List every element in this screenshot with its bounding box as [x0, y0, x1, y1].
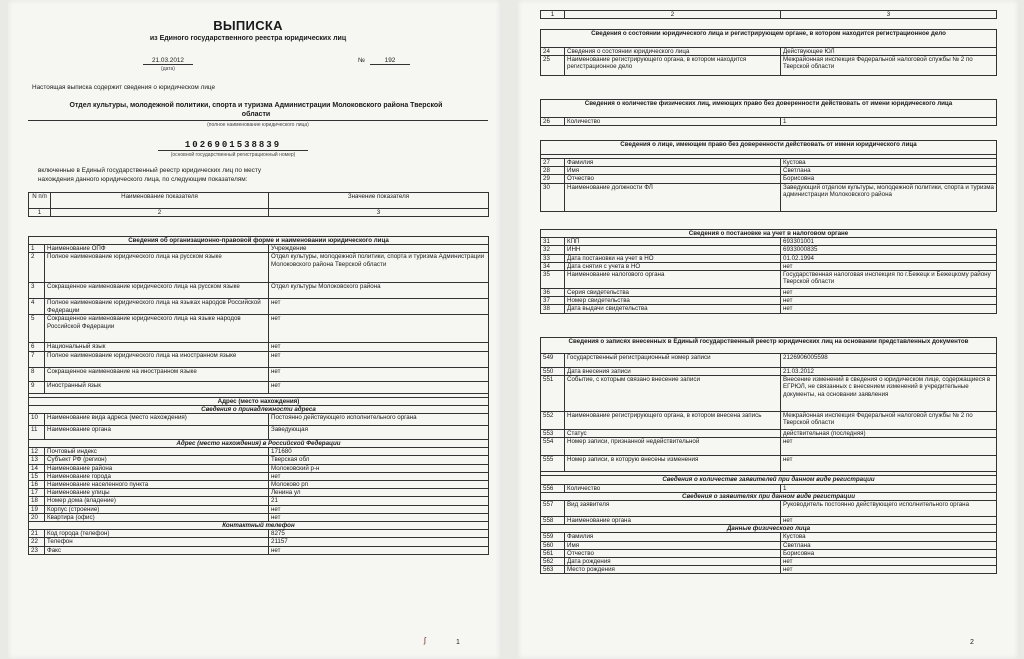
- row-num: 14: [29, 464, 45, 472]
- row-value: 8275: [269, 530, 489, 538]
- row-num: 554: [541, 438, 565, 456]
- table-row: [29, 299, 489, 315]
- row-num: 559: [541, 533, 565, 541]
- row-label: Номер свидетельства: [565, 297, 781, 305]
- table-row: [541, 175, 997, 183]
- table-row: [29, 283, 489, 299]
- row-num: 8: [29, 367, 45, 381]
- row-num: 557: [541, 501, 565, 517]
- extract-number: 192: [370, 57, 410, 65]
- row-value: нет: [781, 566, 997, 574]
- row-label: Дата выдачи свидетельства: [565, 305, 781, 313]
- row-label: Отчество: [565, 549, 781, 557]
- row-label: Код города (телефон): [45, 530, 269, 538]
- table-row: [29, 245, 489, 253]
- row-label: Наименование регистрирующего органа, в котором находится регистрационное дело: [565, 56, 781, 76]
- table-row: [541, 159, 997, 167]
- table-row: [541, 238, 997, 246]
- table-row: [29, 538, 489, 546]
- row-label: Наименование ОПФ: [45, 245, 269, 253]
- row-value: Отдел культуры Молоковского района: [269, 283, 489, 299]
- row-label: Наименование населенного пункта: [45, 481, 269, 489]
- row-value: 01.02.1994: [781, 254, 997, 262]
- row-label: Наименование должности ФЛ: [565, 183, 781, 211]
- pen-mark: ʃ: [424, 636, 426, 645]
- page-right: [518, 0, 1018, 659]
- row-label: Национальный язык: [45, 343, 269, 351]
- table-row: [541, 354, 997, 368]
- table-row: [29, 546, 489, 554]
- table-row: [541, 541, 997, 549]
- row-num: 563: [541, 566, 565, 574]
- table-row: [541, 56, 997, 76]
- row-value: Кустова: [781, 533, 997, 541]
- row-num: 32: [541, 246, 565, 254]
- row-num: 562: [541, 558, 565, 566]
- row-value: Отдел культуры, молодежной политики, спорта и туризма Администрации Молоковского района Тверской области: [269, 253, 489, 283]
- row-label: Дата постановки на учет в НО: [565, 254, 781, 262]
- table-row: [541, 183, 997, 211]
- row-value: нет: [269, 472, 489, 480]
- count-table: [540, 99, 997, 126]
- row-value: Заведующий отделом культуры, молодежной политики, спорта и туризма администрации Молоковского района: [781, 183, 997, 211]
- row-label: Наименование вида адреса (место нахождения): [45, 414, 269, 426]
- row-num: 5: [29, 315, 45, 343]
- row-num: 11: [29, 426, 45, 440]
- included-line2: нахождения данного юридического лица, по следующим показателям:: [38, 176, 248, 183]
- section-org-form: Сведения об организационно-правовой форме и наименовании юридического лица: [29, 237, 489, 245]
- section-count: Сведения о количестве физических лиц, имеющих право без доверенности действовать от имени юридического лица: [541, 100, 997, 118]
- section-records: Сведения о записях внесенных в Единый государственный реестр юридических лиц на основании представленных документов: [541, 338, 997, 354]
- row-value: нет: [269, 546, 489, 554]
- row-value: нет: [269, 505, 489, 513]
- row-num: 553: [541, 430, 565, 438]
- row-label: Место рождения: [565, 566, 781, 574]
- table-row: [29, 513, 489, 521]
- row-label: Серия свидетельства: [565, 289, 781, 297]
- row-label: Наименование налогового органа: [565, 271, 781, 289]
- row-value: 2126906005598: [781, 354, 997, 368]
- table-row: [29, 481, 489, 489]
- row-label: Телефон: [45, 538, 269, 546]
- table-row: [541, 430, 997, 438]
- row-value: нет: [781, 289, 997, 297]
- table-row: [29, 367, 489, 381]
- row-label: Событие, с которым связано внесение записи: [565, 376, 781, 412]
- section-person: Сведения о лице, имеющем право без доверенности действовать от имени юридического лица: [541, 141, 997, 155]
- row-label: Иностранный язык: [45, 381, 269, 393]
- row-value: 1: [781, 118, 997, 126]
- row-value: нет: [781, 558, 997, 566]
- row-value: нет: [269, 315, 489, 343]
- row-value: 21.03.2012: [781, 368, 997, 376]
- table-row: [29, 530, 489, 538]
- row-num: 549: [541, 354, 565, 368]
- right-index-row: [540, 10, 997, 19]
- row-num: 2: [29, 253, 45, 283]
- state-table: [540, 29, 997, 76]
- row-num: 31: [541, 238, 565, 246]
- row-label: Сокращенное наименование на иностранном языке: [45, 367, 269, 381]
- table-row: [541, 305, 997, 313]
- row-label: Наименование регистрирующего органа, в котором внесена запись: [565, 412, 781, 430]
- row-value: Заведующая: [269, 426, 489, 440]
- table-row: [29, 414, 489, 426]
- table-row: [541, 289, 997, 297]
- org-name-line2: области: [241, 111, 271, 118]
- table-row: [541, 271, 997, 289]
- row-num: 18: [29, 497, 45, 505]
- row-num: 6: [29, 343, 45, 351]
- person-table: [540, 140, 997, 212]
- row-label: Имя: [565, 541, 781, 549]
- row-value: Молоковский р-н: [269, 464, 489, 472]
- table-row: [541, 254, 997, 262]
- table-row: [29, 351, 489, 367]
- row-num: 23: [29, 546, 45, 554]
- section-address: Адрес (место нахождения): [29, 397, 489, 405]
- row-num: 561: [541, 549, 565, 557]
- row-value: Учреждение: [269, 245, 489, 253]
- row-num: 37: [541, 297, 565, 305]
- subsection-affiliation: Сведения о принадлежности адреса: [29, 405, 489, 413]
- row-num: 35: [541, 271, 565, 289]
- row-value: Борисовна: [781, 549, 997, 557]
- col-name-label: Наименование показателя: [51, 193, 269, 209]
- row-label: Сокращенное наименование юридического лица на языке народов Российской Федерации: [45, 315, 269, 343]
- col-index: 3: [781, 11, 997, 19]
- row-num: 558: [541, 517, 565, 525]
- row-num: 555: [541, 456, 565, 472]
- row-label: Полное наименование юридического лица на иностранном языке: [45, 351, 269, 367]
- page-number: 2: [970, 639, 974, 646]
- row-label: Вид заявителя: [565, 501, 781, 517]
- col-index: 1: [29, 209, 51, 217]
- org-name-line1: Отдел культуры, молодежной политики, спорта и туризма Администрации Молоковского района Тверской: [69, 102, 443, 109]
- table-row: [29, 489, 489, 497]
- col-index: 2: [565, 11, 781, 19]
- table-row: [29, 343, 489, 351]
- doc-title: ВЫПИСКА: [213, 18, 283, 33]
- subsection-contact: Контактный телефон: [29, 522, 489, 530]
- number-label: №: [358, 57, 365, 64]
- divider: [158, 150, 308, 151]
- header-table: [28, 192, 489, 217]
- table-row: [29, 381, 489, 393]
- row-label: Фамилия: [565, 159, 781, 167]
- table-row: [29, 253, 489, 283]
- row-value: Кустова: [781, 159, 997, 167]
- row-label: Дата рождения: [565, 558, 781, 566]
- row-num: 25: [541, 56, 565, 76]
- intro-text: Настоящая выписка содержит сведения о юридическом лице: [32, 84, 216, 91]
- row-value: нет: [781, 305, 997, 313]
- row-label: Субъект РФ (регион): [45, 456, 269, 464]
- row-value: нет: [269, 381, 489, 393]
- table-row: [29, 456, 489, 464]
- subsection-person-data: Данные физического лица: [541, 525, 997, 533]
- row-value: 21157: [269, 538, 489, 546]
- row-value: нет: [269, 367, 489, 381]
- table-row: [29, 472, 489, 480]
- row-label: ИНН: [565, 246, 781, 254]
- divider: [28, 120, 488, 121]
- table-row: [29, 426, 489, 440]
- row-label: Количество: [565, 484, 781, 492]
- row-num: 12: [29, 448, 45, 456]
- row-value: Тверская обл: [269, 456, 489, 464]
- row-value: нет: [781, 262, 997, 270]
- row-value: Межрайонная инспекция Федеральной налоговой службы № 2 по Тверской области: [781, 56, 997, 76]
- table-row: [29, 505, 489, 513]
- row-num: 22: [29, 538, 45, 546]
- row-num: 16: [29, 481, 45, 489]
- subsection-address-rf: Адрес (место нахождения) в Российской Федерации: [29, 440, 489, 448]
- row-label: Наименование города: [45, 472, 269, 480]
- row-num: 552: [541, 412, 565, 430]
- row-value: Светлана: [781, 167, 997, 175]
- row-value: 1: [781, 484, 997, 492]
- row-value: Государственная налоговая инспекция по г.Бежецк и Бежецкому району Тверской области: [781, 271, 997, 289]
- row-value: Внесение изменений в сведения о юридическом лице, содержащиеся в ЕГРЮЛ, не связанных с внесением изменений в учредительные документы, на основании заявления: [781, 376, 997, 412]
- row-value: нет: [781, 456, 997, 472]
- row-label: Дата снятия с учета в НО: [565, 262, 781, 270]
- row-label: Статус: [565, 430, 781, 438]
- row-num: 20: [29, 513, 45, 521]
- row-label: Квартира (офис): [45, 513, 269, 521]
- row-num: 29: [541, 175, 565, 183]
- row-label: Сведения о состоянии юридического лица: [565, 48, 781, 56]
- table-row: [541, 118, 997, 126]
- row-num: 10: [29, 414, 45, 426]
- row-value: нет: [269, 351, 489, 367]
- row-num: 19: [29, 505, 45, 513]
- row-value: Ленина ул: [269, 489, 489, 497]
- row-value: 693301001: [781, 238, 997, 246]
- row-value: Борисовна: [781, 175, 997, 183]
- table-row: [541, 368, 997, 376]
- section-tax: Сведения о постановке на учет в налоговом органе: [541, 230, 997, 238]
- subsection-applicants: Сведения о заявителях при данном виде регистрации: [541, 492, 997, 500]
- row-value: 171680: [269, 448, 489, 456]
- row-label: Полное наименование юридического лица на языках народов Российской Федерации: [45, 299, 269, 315]
- table-row: [541, 549, 997, 557]
- row-label: Сокращенное наименование юридического лица на русском языке: [45, 283, 269, 299]
- row-num: 24: [541, 48, 565, 56]
- table-row: [541, 456, 997, 472]
- row-value: Действующее ЮЛ: [781, 48, 997, 56]
- row-value: нет: [781, 297, 997, 305]
- table-row: [29, 464, 489, 472]
- ogrn: 1026901538839: [184, 140, 282, 150]
- row-label: Номер дома (владение): [45, 497, 269, 505]
- row-num: 26: [541, 118, 565, 126]
- row-num: 550: [541, 368, 565, 376]
- table-row: [541, 533, 997, 541]
- row-value: 21: [269, 497, 489, 505]
- row-num: 27: [541, 159, 565, 167]
- row-label: Корпус (строение): [45, 505, 269, 513]
- row-value: нет: [269, 343, 489, 351]
- row-value: Руководитель постоянно действующего исполнительного органа: [781, 501, 997, 517]
- table-row: [541, 167, 997, 175]
- row-num: 7: [29, 351, 45, 367]
- row-value: нет: [781, 438, 997, 456]
- table-row: [29, 315, 489, 343]
- row-value: действительная (последняя): [781, 430, 997, 438]
- table-row: [541, 412, 997, 430]
- col-value-label: Значение показателя: [269, 193, 489, 209]
- row-num: 4: [29, 299, 45, 315]
- left-main-table: [28, 236, 489, 555]
- table-row: [541, 484, 997, 492]
- row-value: нет: [269, 513, 489, 521]
- row-num: 556: [541, 484, 565, 492]
- row-num: 551: [541, 376, 565, 412]
- col-n-label: N п/п: [29, 193, 51, 209]
- row-num: 30: [541, 183, 565, 211]
- row-label: Наименование района: [45, 464, 269, 472]
- date-caption: (дата): [161, 66, 175, 72]
- row-num: 560: [541, 541, 565, 549]
- records-table: [540, 337, 997, 574]
- row-value: Постоянно действующего исполнительного органа: [269, 414, 489, 426]
- row-num: 15: [29, 472, 45, 480]
- row-num: 34: [541, 262, 565, 270]
- row-num: 3: [29, 283, 45, 299]
- table-row: [541, 558, 997, 566]
- included-line1: включенные в Единый государственный реестр юридических лиц по месту: [38, 167, 262, 174]
- row-num: 1: [29, 245, 45, 253]
- table-row: [29, 448, 489, 456]
- ogrn-caption: (основной государственный регистрационный номер): [170, 152, 296, 158]
- row-label: Фамилия: [565, 533, 781, 541]
- table-row: [541, 376, 997, 412]
- row-label: КПП: [565, 238, 781, 246]
- row-label: Имя: [565, 167, 781, 175]
- row-label: Наименование улицы: [45, 489, 269, 497]
- tax-table: [540, 229, 997, 314]
- row-value: нет: [781, 517, 997, 525]
- col-index: 1: [541, 11, 565, 19]
- row-label: Наименование органа: [45, 426, 269, 440]
- row-label: Наименование органа: [565, 517, 781, 525]
- table-row: [541, 262, 997, 270]
- org-name-caption: (полное наименование юридического лица): [207, 122, 309, 128]
- row-value: Светлана: [781, 541, 997, 549]
- table-row: [29, 497, 489, 505]
- row-value: нет: [269, 299, 489, 315]
- table-row: [541, 566, 997, 574]
- row-label: Полное наименование юридического лица на русском языке: [45, 253, 269, 283]
- table-row: [541, 246, 997, 254]
- row-value: Межрайонная инспекция Федеральной налоговой службы № 2 по Тверской области: [781, 412, 997, 430]
- row-label: Почтовый индекс: [45, 448, 269, 456]
- col-index: 3: [269, 209, 489, 217]
- section-state: Сведения о состоянии юридического лица и регистрирующем органе, в котором находится регистрационное дело: [541, 30, 997, 48]
- subsection-applicants-count: Сведения о количестве заявителей при данном виде регистрации: [541, 476, 997, 484]
- table-row: [541, 517, 997, 525]
- page-number: 1: [456, 639, 460, 646]
- row-num: 36: [541, 289, 565, 297]
- row-num: 17: [29, 489, 45, 497]
- table-row: [541, 501, 997, 517]
- row-label: Отчество: [565, 175, 781, 183]
- table-row: [541, 438, 997, 456]
- row-value: 6933000835: [781, 246, 997, 254]
- row-num: 13: [29, 456, 45, 464]
- row-num: 38: [541, 305, 565, 313]
- row-num: 21: [29, 530, 45, 538]
- row-value: Молоково рп: [269, 481, 489, 489]
- row-num: 28: [541, 167, 565, 175]
- row-num: 33: [541, 254, 565, 262]
- row-label: Факс: [45, 546, 269, 554]
- extract-date: 21.03.2012: [143, 57, 193, 65]
- col-index: 2: [51, 209, 269, 217]
- page-left: [8, 0, 500, 659]
- row-label: Количество: [565, 118, 781, 126]
- row-label: Номер записи, признанной недействительной: [565, 438, 781, 456]
- row-num: 9: [29, 381, 45, 393]
- table-row: [541, 48, 997, 56]
- doc-subtitle: из Единого государственного реестра юридических лиц: [149, 35, 347, 42]
- row-label: Государственный регистрационный номер записи: [565, 354, 781, 368]
- row-label: Номер записи, в которую внесены изменения: [565, 456, 781, 472]
- row-label: Дата внесения записи: [565, 368, 781, 376]
- table-row: [541, 297, 997, 305]
